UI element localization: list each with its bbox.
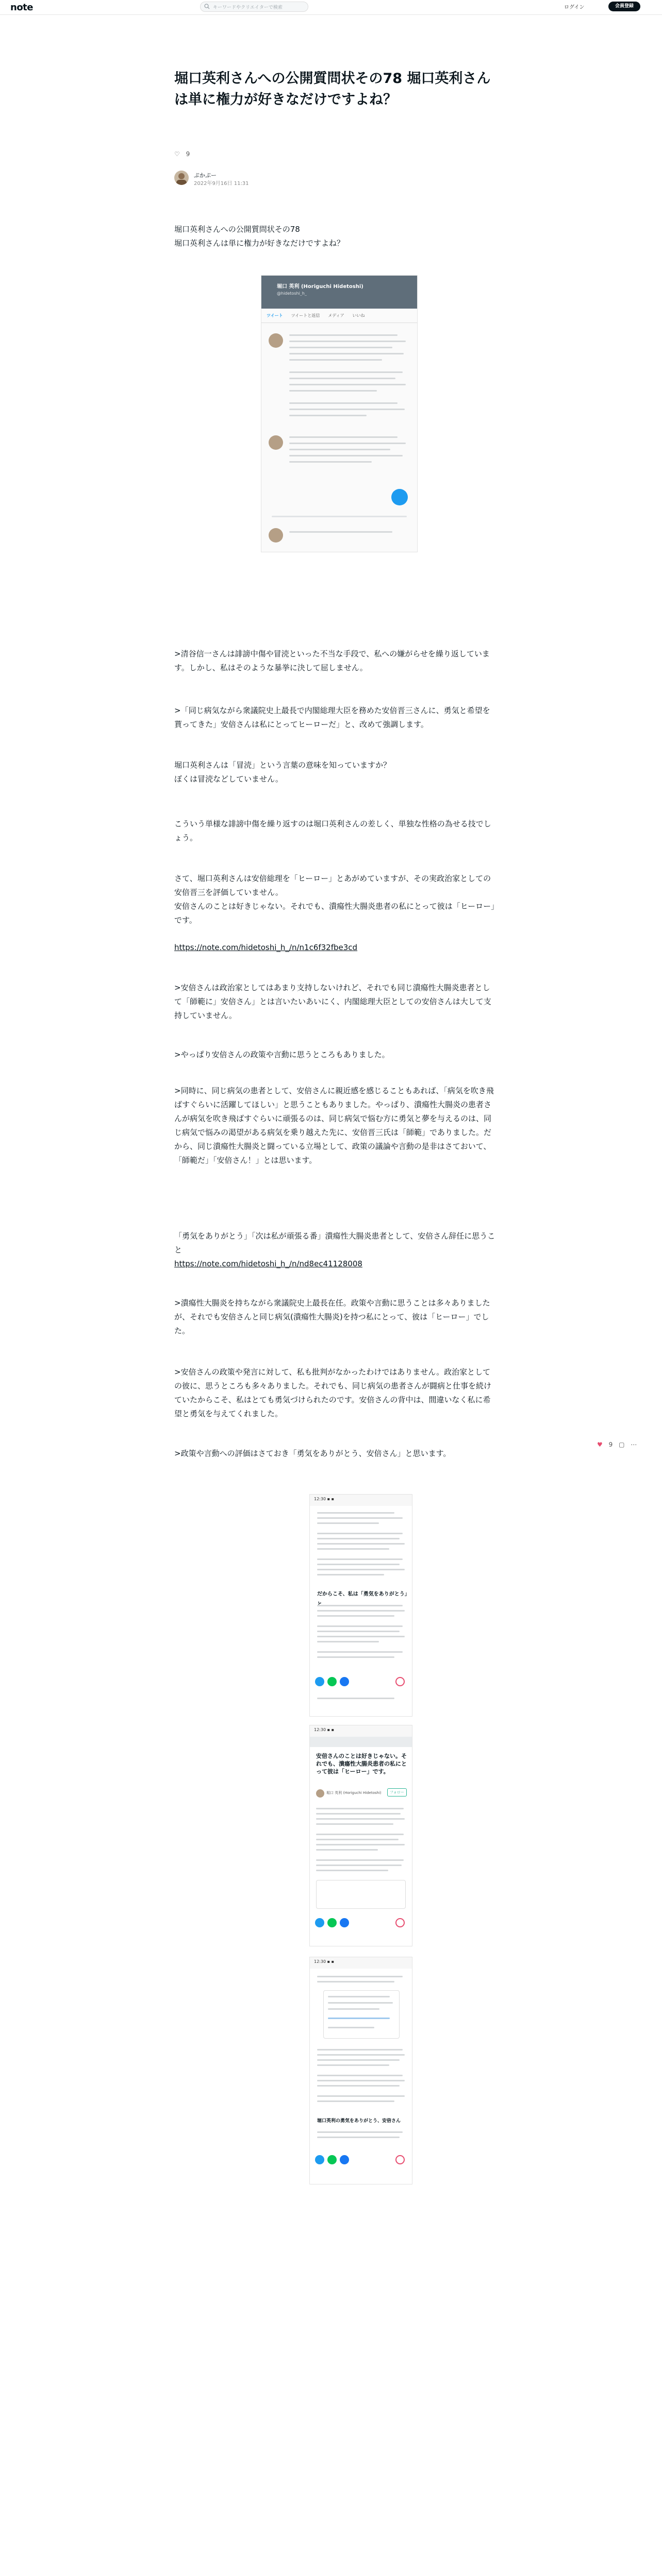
body-paragraph: >潰瘍性大腸炎を持ちながら衆議院史上最長在任。政策や言動に思うことは多々ありましたが、それでも安倍さんと同じ病気(潰瘍性大腸炎)を持つ私にとって、彼は「ヒーロー」でした。: [174, 1298, 490, 1335]
heart-icon[interactable]: [395, 1918, 405, 1927]
heart-icon[interactable]: ♥: [597, 1441, 603, 1448]
profile-handle: @hidetoshi_h_: [277, 291, 307, 296]
search-input[interactable]: [200, 2, 308, 12]
share-line-icon[interactable]: [327, 1918, 337, 1927]
body-paragraph: >やっぱり安倍さんの政策や言動に思うところもありました。: [174, 1050, 390, 1059]
search-placeholder: キーワードやクリエイターで検索: [213, 5, 283, 10]
share-facebook-icon[interactable]: [340, 2155, 349, 2164]
tab-replies[interactable]: ツイートと返信: [291, 313, 320, 318]
body-link[interactable]: https://note.com/hidetoshi_h_/n/n1c6f32fbe3cd: [174, 943, 358, 952]
body-paragraph: さて、堀口英利さんは安倍総理を「ヒーロー」とあがめていますが、その実政治家としての安倍晋三を評価していません。 安倍さんのことは好きじゃない。それでも、潰瘍性大腸炎患者の私にとって彼は「ヒーロー」です。: [174, 874, 495, 925]
tweet-avatar: [269, 435, 283, 450]
embedded-caption: 堀口英利の勇気をありがとう、安倍さん: [317, 2119, 401, 2124]
page-title: 堀口英利さんへの公開質問状その78 堀口英利さんは単に権力が好きなだけですよね？: [174, 71, 491, 108]
body-paragraph: こういう単様な誹謗中傷を繰り返すのは堀口英利さんの差しく、単独な性格の為せる技でしょう。: [174, 819, 491, 842]
quoted-tweet: [323, 1990, 400, 2039]
note-logo[interactable]: note: [10, 2, 33, 13]
body-paragraph: 堀口英利さんは「冒涜」という言葉の意味を知っていますか？ ぼくは冒涜などしていません。: [174, 760, 391, 784]
embedded-image-twitter-profile: [261, 275, 418, 552]
float-like-count: 9: [608, 1441, 613, 1448]
login-link[interactable]: ログイン: [564, 5, 585, 10]
embedded-heading: だからこそ、私は「勇気をありがとう」: [317, 1591, 410, 1597]
search-icon: [204, 4, 210, 9]
share-twitter-icon[interactable]: [315, 1918, 324, 1927]
share-line-icon[interactable]: [327, 2155, 337, 2164]
embedded-heading: 安倍さんのことは好きじゃない。それでも、潰瘍性大腸炎患者の私にとって彼は「ヒーロー」です。: [316, 1753, 407, 1775]
share-facebook-icon[interactable]: [340, 1677, 349, 1686]
body-paragraph: >政策や言動への評価はさておき「勇気をありがとう、安倍さん」と思います。: [174, 1449, 451, 1458]
phone-status-bar: 12:30 ▪ ▪: [310, 1957, 412, 1969]
profile-tabs: [261, 309, 417, 323]
phone-status-bar: 12:30 ▪ ▪: [310, 1725, 412, 1737]
like-count: 9: [186, 150, 190, 158]
floating-actions: [597, 1441, 641, 1448]
follow-button[interactable]: フォロー: [387, 1788, 407, 1797]
body-paragraph: >「同じ病気ながら衆議院史上最長で内閣総理大臣を務めた安倍晋三さんに、勇気と希望を貰ってきた」安倍さんは私にとってヒーローだ」と、改めて強調します。: [174, 706, 490, 729]
body-paragraph: 堀口英利さんへの公開質問状その78 堀口英利さんは単に権力が好きなだけですよね？: [174, 225, 345, 248]
tab-tweets[interactable]: ツイート: [267, 313, 283, 318]
heart-icon[interactable]: ♡: [174, 150, 180, 158]
site-header: [0, 0, 662, 15]
profile-header: [261, 276, 417, 309]
embedded-image-article-1: [309, 1494, 412, 1717]
share-twitter-icon[interactable]: [315, 1677, 324, 1686]
embedded-image-article-2: [309, 1725, 412, 1946]
author-name[interactable]: ぷかぷー: [194, 172, 217, 179]
more-icon[interactable]: ⋯: [631, 1441, 637, 1448]
body-link[interactable]: https://note.com/hidetoshi_h_/n/nd8ec41128008: [174, 1259, 362, 1268]
profile-title: 堀口 英利 (Horiguchi Hidetoshi): [277, 284, 363, 290]
embedded-image-article-3: [309, 1957, 412, 2184]
body-paragraph: >安倍さんは政治家としてはあまり支持しないけれど、それでも同じ潰瘍性大腸炎患者として「師範に」安倍さん」とは言いたいあいにく、内閣総理大臣としての安倍さんは大して支持していません。: [174, 983, 491, 1020]
tab-media[interactable]: メディア: [328, 313, 344, 318]
share-line-icon[interactable]: [327, 1677, 337, 1686]
body-paragraph: >同時に、同じ病気の患者として、安倍さんに親近感を感じることもあれば、「病気を吹き飛ばすぐらいに活躍してほしい」と思うこともありました。やっぱり、潰瘍性大腸炎の患者さんが病気を吹き飛ばすぐらいに頑張るのは、同じ病気で悩む方に勇気と夢を与えるのは、同じ病気で悩みの渇望がある病気を乗り越えた先に、安倍晋三氏は「師範」でありました。だから、同じ潰瘍性大腸炎と闘っている立場として、政策の議論や言動の是非はさておいて、「師範だ」「安倍さん！」とは思います。: [174, 1086, 494, 1165]
tweet-avatar: [269, 528, 283, 543]
share-facebook-icon[interactable]: [340, 1918, 349, 1927]
heart-icon[interactable]: [395, 1677, 405, 1686]
comment-icon[interactable]: ▢: [619, 1441, 625, 1448]
tweet-avatar: [269, 333, 283, 348]
author-avatar: [316, 1789, 324, 1798]
body-paragraph: >清谷信一さんは誹謗中傷や冒涜といった不当な手段で、私への嫌がらせを繰り返しています。しかし、私はそのような暴挙に決して屈しません。: [174, 649, 490, 672]
link-card[interactable]: [316, 1880, 406, 1909]
phone-status-bar: 12:30 ▪ ▪: [310, 1495, 412, 1506]
signup-button[interactable]: 会員登録: [608, 2, 640, 11]
embedded-author: 堀口 英利 (Horiguchi Hidetoshi): [326, 1791, 382, 1795]
share-twitter-icon[interactable]: [315, 2155, 324, 2164]
body-paragraph: >安倍さんの政策や発言に対して、私も批判がなかったわけではありません。政治家としての彼に、思うところも多々ありました。それでも、同じ病気の患者さんが闘病と仕事を続けていたからこそ、私はとても勇気づけられたのです。安倍さんの背中は、間違いなく私に希望と勇気を与えてくれました。: [174, 1367, 492, 1418]
compose-button[interactable]: [391, 489, 408, 505]
avatar[interactable]: [174, 171, 189, 185]
body-paragraph: 「勇気をありがとう」「次は私が頑張る番」潰瘍性大腸炎患者として、安倍さん辞任に思うこと: [174, 1231, 495, 1255]
like-row[interactable]: [174, 150, 190, 158]
tab-likes[interactable]: いいね: [352, 313, 365, 318]
heart-icon[interactable]: [395, 2155, 405, 2164]
post-date: 2022年9月16日 11:31: [194, 181, 249, 187]
